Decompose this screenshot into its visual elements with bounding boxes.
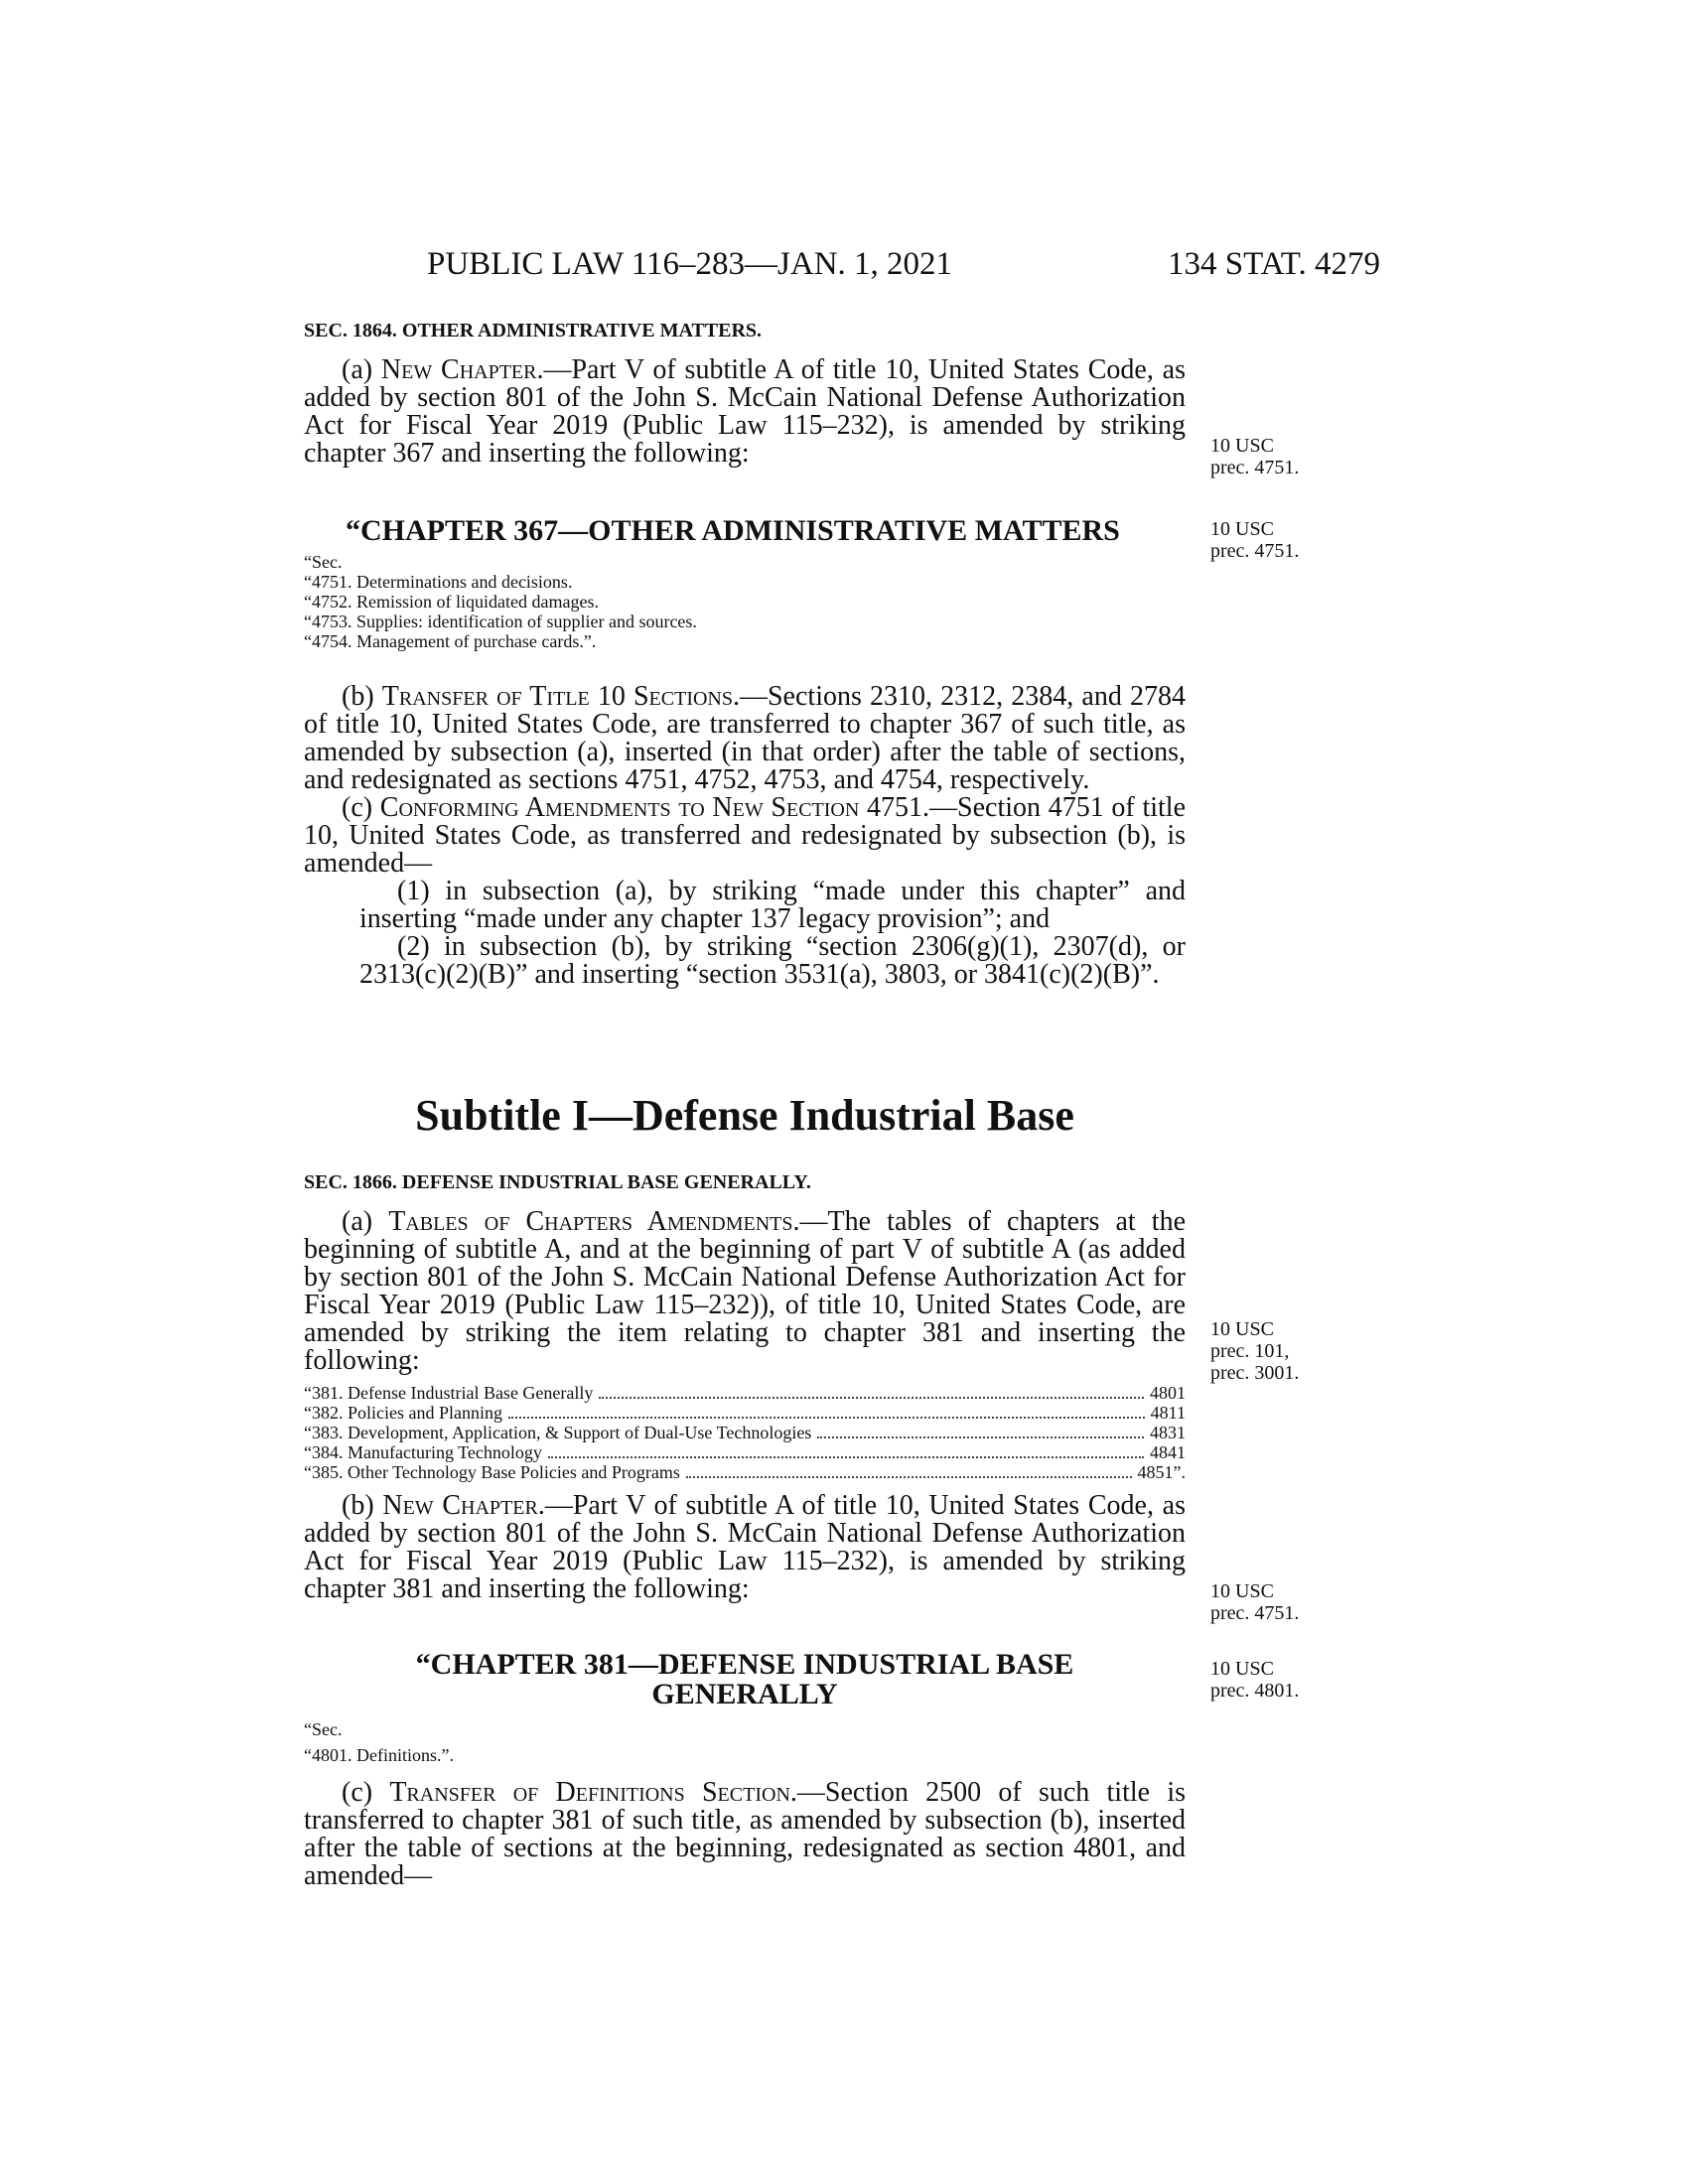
section-1864-continued	[304, 683, 1186, 989]
paragraph-b	[304, 1492, 1186, 1603]
toc-line: “4754. Management of purchase cards.”.	[304, 631, 597, 651]
paragraph-a	[304, 356, 1186, 468]
header-law-citation: PUBLIC LAW 116–283—JAN. 1, 2021	[427, 246, 953, 282]
leader-dots	[686, 1475, 1132, 1478]
table-row	[304, 1383, 1186, 1403]
toc-entry-label: “383. Development, Application, & Support of Dual-Use Technologies	[304, 1423, 812, 1442]
section-heading: SEC. 1864. OTHER ADMINISTRATIVE MATTERS.	[304, 320, 763, 341]
chapter-381-block	[304, 1650, 1186, 1890]
margin-note	[1210, 1318, 1330, 1384]
table-row	[304, 1423, 1186, 1442]
toc-entry-label: “384. Manufacturing Technology	[304, 1442, 542, 1462]
paragraph-c2: (2) in subsection (b), by striking “section 2306(g)(1), 2307(d), or 2313(c)(2)(B)” and inserting “section 3531(a), 3803, or 3841(c)(2)(B)”.	[359, 931, 1186, 990]
para-label: (b)	[342, 1490, 383, 1521]
para-text: .—The tables of chapters at the beginning of subtitle A, and at the beginning of part V of subtitle A (as added by section 801 of the John S. McCain National Defense Authorization Act for Fiscal Year 2019 (Public Law 115–232)), of title 10, United States Code, are amended by striking the item relating to chapter 381 and inserting the following:	[304, 1206, 1186, 1376]
para-label: (c)	[342, 1777, 390, 1808]
para-label: (a)	[342, 1206, 389, 1237]
toc-line: “4752. Remission of liquidated damages.	[304, 592, 599, 612]
chapters-table	[304, 1383, 1186, 1482]
table-row	[304, 1462, 1186, 1482]
chapter-367-block	[304, 516, 1186, 651]
para-caption: Tables of Chapters Amendments	[388, 1206, 793, 1237]
margin-note-line: prec. 4751.	[1210, 457, 1300, 478]
section-heading: SEC. 1866. DEFENSE INDUSTRIAL BASE GENERALLY.	[304, 1171, 811, 1193]
para-text: .—Section 2500 of such title is transferred to chapter 381 of such title, as amended by subsection (b), inserted after the table of sections at the beginning, redesignated as section 4801, and amended—	[304, 1777, 1186, 1891]
para-text: .—Part V of subtitle A of title 10, United States Code, as added by section 801 of the John S. McCain National Defense Authorization Act for Fiscal Year 2019 (Public Law 115–232), is amended by striking chapter 381 and inserting the following:	[304, 1490, 1186, 1604]
leader-dots	[599, 1396, 1144, 1399]
toc-entry-number: 4841	[1150, 1442, 1186, 1462]
margin-note-line: 10 USC	[1210, 1658, 1274, 1680]
paragraph-c	[304, 794, 1186, 878]
margin-note-line: prec. 3001.	[1210, 1362, 1300, 1384]
paragraph-c	[304, 1779, 1186, 1890]
running-header	[427, 246, 1380, 286]
section-1864	[304, 320, 1186, 468]
toc-entry-number: 4851”.	[1137, 1462, 1186, 1482]
chapter-heading: “CHAPTER 367—OTHER ADMINISTRATIVE MATTERS	[346, 514, 1120, 547]
toc-entry-label: “385. Other Technology Base Policies and Programs	[304, 1462, 680, 1482]
para-caption: Transfer of Definitions Section	[389, 1777, 790, 1808]
margin-note-line: 10 USC	[1210, 1318, 1274, 1340]
para-text: .—Part V of subtitle A of title 10, United States Code, as added by section 801 of the John S. McCain National Defense Authorization Act for Fiscal Year 2019 (Public Law 115–232), is amended by striking chapter 367 and inserting the following:	[304, 354, 1186, 469]
para-caption: New Chapter	[380, 354, 537, 385]
paragraph-c1: (1) in subsection (a), by striking “made under this chapter” and inserting “made under any chapter 137 legacy provision”; and	[359, 876, 1186, 934]
margin-note	[1210, 1658, 1330, 1702]
leader-dots	[508, 1416, 1145, 1419]
chapter-toc	[304, 552, 1186, 651]
toc-line: “Sec.	[304, 552, 343, 572]
toc-entry-number: 4831	[1150, 1423, 1186, 1442]
paragraph-a	[304, 1208, 1186, 1375]
margin-note-line: prec. 4751.	[1210, 1602, 1300, 1624]
section-1866	[304, 1171, 1186, 1603]
chapter-toc	[304, 1719, 1186, 1765]
margin-note	[1210, 435, 1330, 478]
para-caption: Conforming Amendments to New Section 4751	[379, 792, 923, 823]
toc-line: “Sec.	[304, 1719, 343, 1739]
margin-note-line: 10 USC	[1210, 518, 1274, 540]
toc-entry-number: 4801	[1150, 1383, 1186, 1403]
margin-note-line: 10 USC	[1210, 435, 1274, 457]
chapter-heading-continued: GENERALLY	[651, 1678, 838, 1710]
toc-entry-label: “382. Policies and Planning	[304, 1403, 502, 1423]
para-text: .—Section 4751 of title 10, United States Code, as transferred and redesignated by subsection (b), is amended—	[304, 792, 1187, 879]
table-row	[304, 1442, 1186, 1462]
margin-note	[1210, 518, 1330, 562]
margin-note-line: 10 USC	[1210, 1580, 1274, 1602]
header-statute-page: 134 STAT. 4279	[1167, 246, 1380, 282]
chapter-heading: “CHAPTER 381—DEFENSE INDUSTRIAL BASE	[415, 1648, 1074, 1681]
margin-note-line: prec. 101,	[1210, 1340, 1290, 1362]
para-label: (c)	[342, 792, 380, 823]
para-caption: New Chapter	[382, 1490, 538, 1521]
leader-dots	[548, 1455, 1144, 1458]
leader-dots	[817, 1435, 1144, 1438]
para-label: (a)	[342, 354, 381, 385]
para-text: .—Sections 2310, 2312, 2384, and 2784 of title 10, United States Code, are transferred to chapter 367 of such title, as amended by subsection (a), inserted (in that order) after the table of sections, and redesignated as sections 4751, 4752, 4753, and 4754, respectively.	[304, 681, 1186, 795]
margin-note-line: prec. 4801.	[1210, 1680, 1300, 1702]
para-caption: Transfer of Title 10 Sections	[381, 681, 733, 712]
margin-note-line: prec. 4751.	[1210, 540, 1300, 562]
para-label: (b)	[342, 681, 382, 712]
toc-entry-label: “381. Defense Industrial Base Generally	[304, 1383, 594, 1403]
toc-line: “4751. Determinations and decisions.	[304, 572, 573, 592]
toc-entry-number: 4811	[1150, 1403, 1186, 1423]
paragraph-b	[304, 683, 1186, 794]
subtitle-heading: Subtitle I—Defense Industrial Base	[415, 1091, 1074, 1140]
subtitle-block	[304, 1090, 1186, 1141]
table-row	[304, 1403, 1186, 1423]
toc-line: “4753. Supplies: identification of supplier and sources.	[304, 612, 697, 631]
margin-note	[1210, 1580, 1330, 1624]
toc-line: “4801. Definitions.”.	[304, 1745, 454, 1765]
